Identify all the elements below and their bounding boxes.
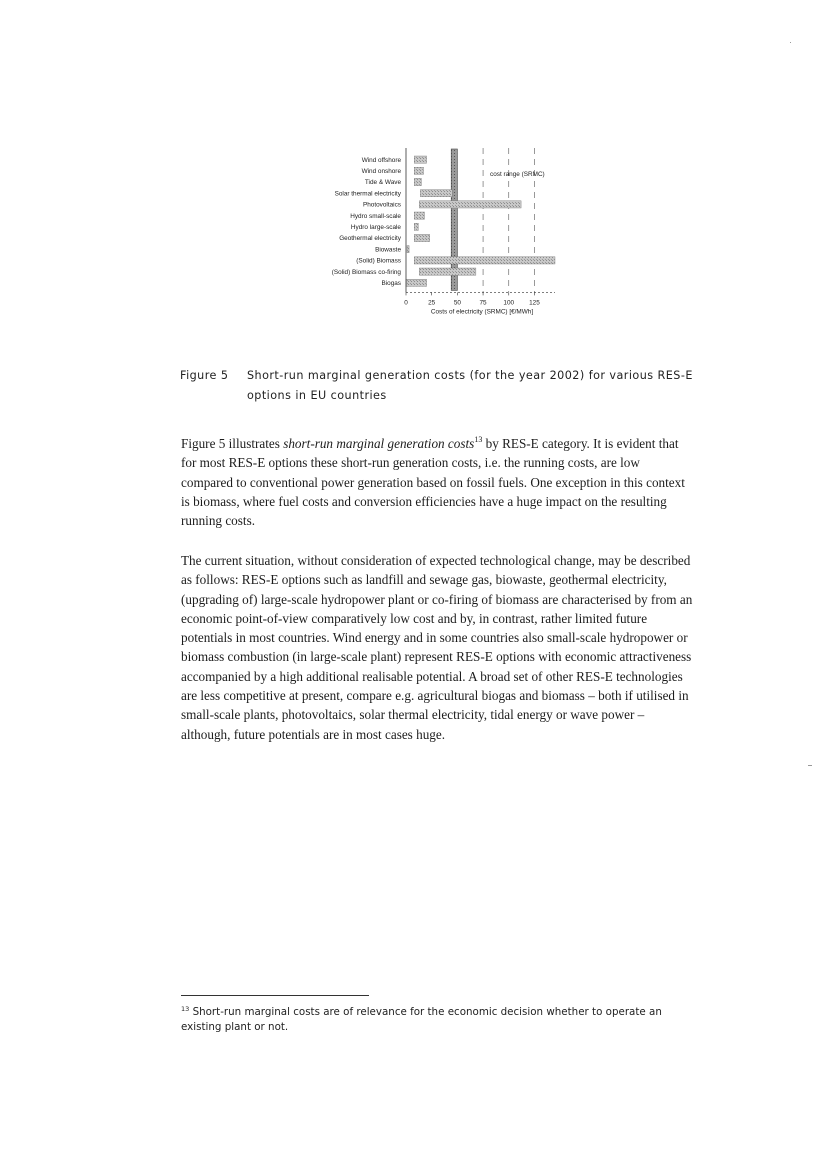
bar-hydro-small-scale <box>414 212 424 219</box>
figure-5-chart <box>300 140 590 355</box>
figure-number: Figure 5 <box>180 369 229 382</box>
category-label: (Solid) Biomass <box>356 257 401 265</box>
category-label: Hydro large-scale <box>350 224 401 231</box>
x-tick-label: 125 <box>529 299 540 307</box>
bar-solid-biomass-co-firing <box>419 268 476 275</box>
x-axis-title: Costs of electricity (SRMC) [€/MWh] <box>430 308 534 316</box>
footnote <box>181 1002 701 1034</box>
bar-tide-wave <box>414 178 421 185</box>
category-label: Photovoltaics <box>362 201 401 209</box>
body-paragraph-1 <box>181 430 695 530</box>
srmc-bar-chart <box>300 140 590 355</box>
para1-rest: by RES-E category. It is evident that for most RES-E options these short-run generation costs, i.e. the running costs, are low compared to conventional power generation based on fossil fuels. One exception in this context is biomass, where fuel costs and conversion efficiencies have a huge impact on the resulting running costs. <box>181 436 685 529</box>
footnote-separator <box>181 995 369 996</box>
bar-biowaste <box>407 246 409 253</box>
footnote-ref: 13 <box>474 435 483 444</box>
figure-caption-text: Short-run marginal generation costs (for the year 2002) for various RES-E options in EU countries <box>247 369 693 402</box>
body-paragraph-2: The current situation, without consideration of expected technological change, may be described as follows: RES-E options such as landfill and sewage gas, biowaste, geothermal electricity, (upgrading of) large-scale hydropower plant or co-firing of biomass are characterised by from an economic point-of-view comparatively low cost and by, in contrast, rather limited future potentials in most countries. Wind energy and in some countries also small-scale hydropower or biomass combustion (in large-scale plant) represent RES-E options with economic attractiveness accompanied by a high additional realisable potential. A broad set of other RES-E technologies are less competitive at present, compare e.g. agricultural biogas and biomass – both if utilised in small-scale plants, photovoltaics, solar thermal electricity, tidal energy or wave power – although, future potentials are in most cases huge. <box>181 553 693 742</box>
category-label: Wind onshore <box>361 168 401 175</box>
category-label: Hydro small-scale <box>350 212 401 220</box>
bar-solar-thermal-electricity <box>420 190 452 197</box>
footnote-number: 13 <box>181 1005 190 1013</box>
para1-italic-term: short-run marginal generation costs <box>283 436 475 451</box>
category-label: Biogas <box>381 280 401 287</box>
bar-wind-offshore <box>414 156 426 163</box>
bar-hydro-large-scale <box>414 223 418 230</box>
chart-legend: cost range (SRMC) <box>490 171 545 178</box>
category-label: Wind offshore <box>361 156 401 164</box>
scan-speck <box>790 42 791 43</box>
para1-lead: Figure 5 illustrates <box>181 436 284 451</box>
x-tick-label: 100 <box>503 299 515 307</box>
x-tick-label: 50 <box>453 299 461 307</box>
x-tick-label: 25 <box>428 299 436 307</box>
footnote-text: Short-run marginal costs are of relevance for the economic decision whether to operate an existing plant or not. <box>181 1006 662 1033</box>
category-label: Geothermal electricity <box>339 235 401 243</box>
scan-speck <box>808 765 812 766</box>
category-label: Tide & Wave <box>364 179 401 187</box>
bar-geothermal-electricity <box>414 234 429 241</box>
x-tick-label: 75 <box>479 299 487 307</box>
bar-wind-onshore <box>414 167 423 174</box>
bar-solid-biomass <box>414 257 555 264</box>
bar-photovoltaics <box>419 201 521 208</box>
x-tick-label: 0 <box>404 299 408 307</box>
bar-biogas <box>406 279 427 286</box>
category-label: Biowaste <box>375 246 401 254</box>
category-label: Solar thermal electricity <box>334 190 401 198</box>
category-label: (Solid) Biomass co-firing <box>331 268 401 276</box>
